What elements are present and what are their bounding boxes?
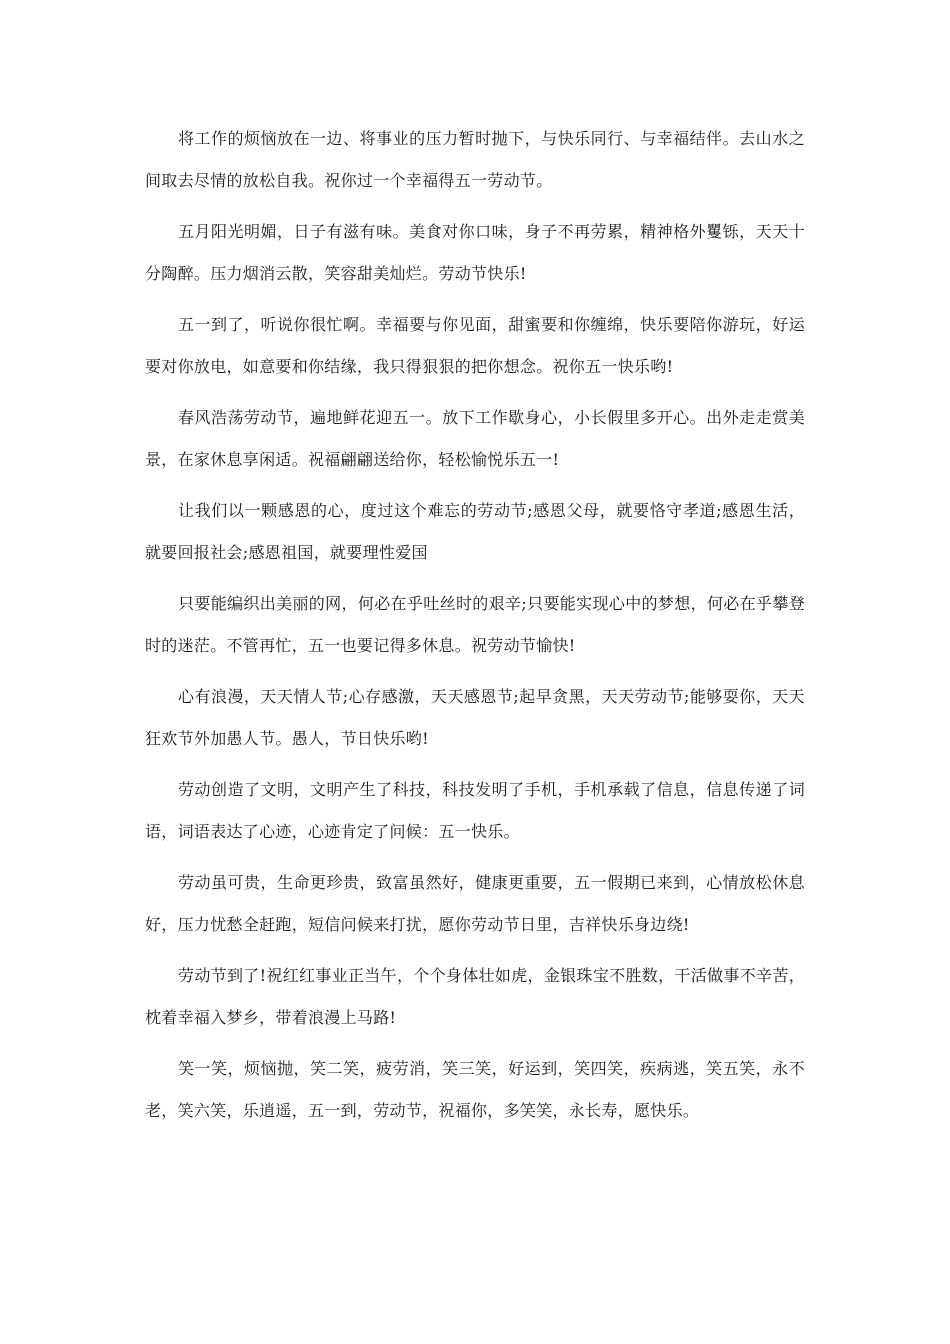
paragraph: 笑一笑，烦恼抛，笑二笑，疲劳消，笑三笑，好运到，笑四笑，疾病逃，笑五笑，永不老，笑六笑，乐逍遥，五一到，劳动节，祝福你，多笑笑，永长寿，愿快乐。	[145, 1059, 805, 1120]
paragraph: 让我们以一颗感恩的心，度过这个难忘的劳动节;感恩父母，就要恪守孝道;感恩生活，就要回报社会;感恩祖国，就要理性爱国	[145, 501, 805, 562]
paragraph: 春风浩荡劳动节，遍地鲜花迎五一。放下工作歇身心，小长假里多开心。出外走走赏美景，在家休息享闲适。祝福翩翩送给你，轻松愉悦乐五一!	[145, 408, 805, 469]
paragraph: 劳动虽可贵，生命更珍贵，致富虽然好，健康更重要，五一假期已来到，心情放松休息好，压力忧愁全赶跑，短信问候来打扰，愿你劳动节日里，吉祥快乐身边绕!	[145, 873, 805, 934]
document-body	[145, 118, 805, 1141]
paragraph: 只要能编织出美丽的网，何必在乎吐丝时的艰辛;只要能实现心中的梦想，何必在乎攀登时的迷茫。不管再忙，五一也要记得多休息。祝劳动节愉快!	[145, 594, 805, 655]
paragraph: 劳动节到了!祝红红事业正当午，个个身体壮如虎，金银珠宝不胜数，干活做事不辛苦，枕着幸福入梦乡，带着浪漫上马路!	[145, 966, 805, 1027]
paragraph: 心有浪漫，天天情人节;心存感激，天天感恩节;起早贪黑，天天劳动节;能够耍你，天天狂欢节外加愚人节。愚人，节日快乐哟!	[145, 687, 805, 748]
paragraph: 将工作的烦恼放在一边、将事业的压力暂时抛下，与快乐同行、与幸福结伴。去山水之间取去尽情的放松自我。祝你过一个幸福得五一劳动节。	[145, 129, 805, 190]
paragraph: 五一到了，听说你很忙啊。幸福要与你见面，甜蜜要和你缠绵，快乐要陪你游玩，好运要对你放电，如意要和你结缘，我只得狠狠的把你想念。祝你五一快乐哟!	[145, 315, 805, 376]
paragraph: 五月阳光明媚，日子有滋有味。美食对你口味，身子不再劳累，精神格外矍铄，天天十分陶醉。压力烟消云散，笑容甜美灿烂。劳动节快乐!	[145, 222, 805, 283]
paragraph: 劳动创造了文明，文明产生了科技，科技发明了手机，手机承载了信息，信息传递了词语，词语表达了心迹，心迹肯定了问候：五一快乐。	[145, 780, 805, 841]
